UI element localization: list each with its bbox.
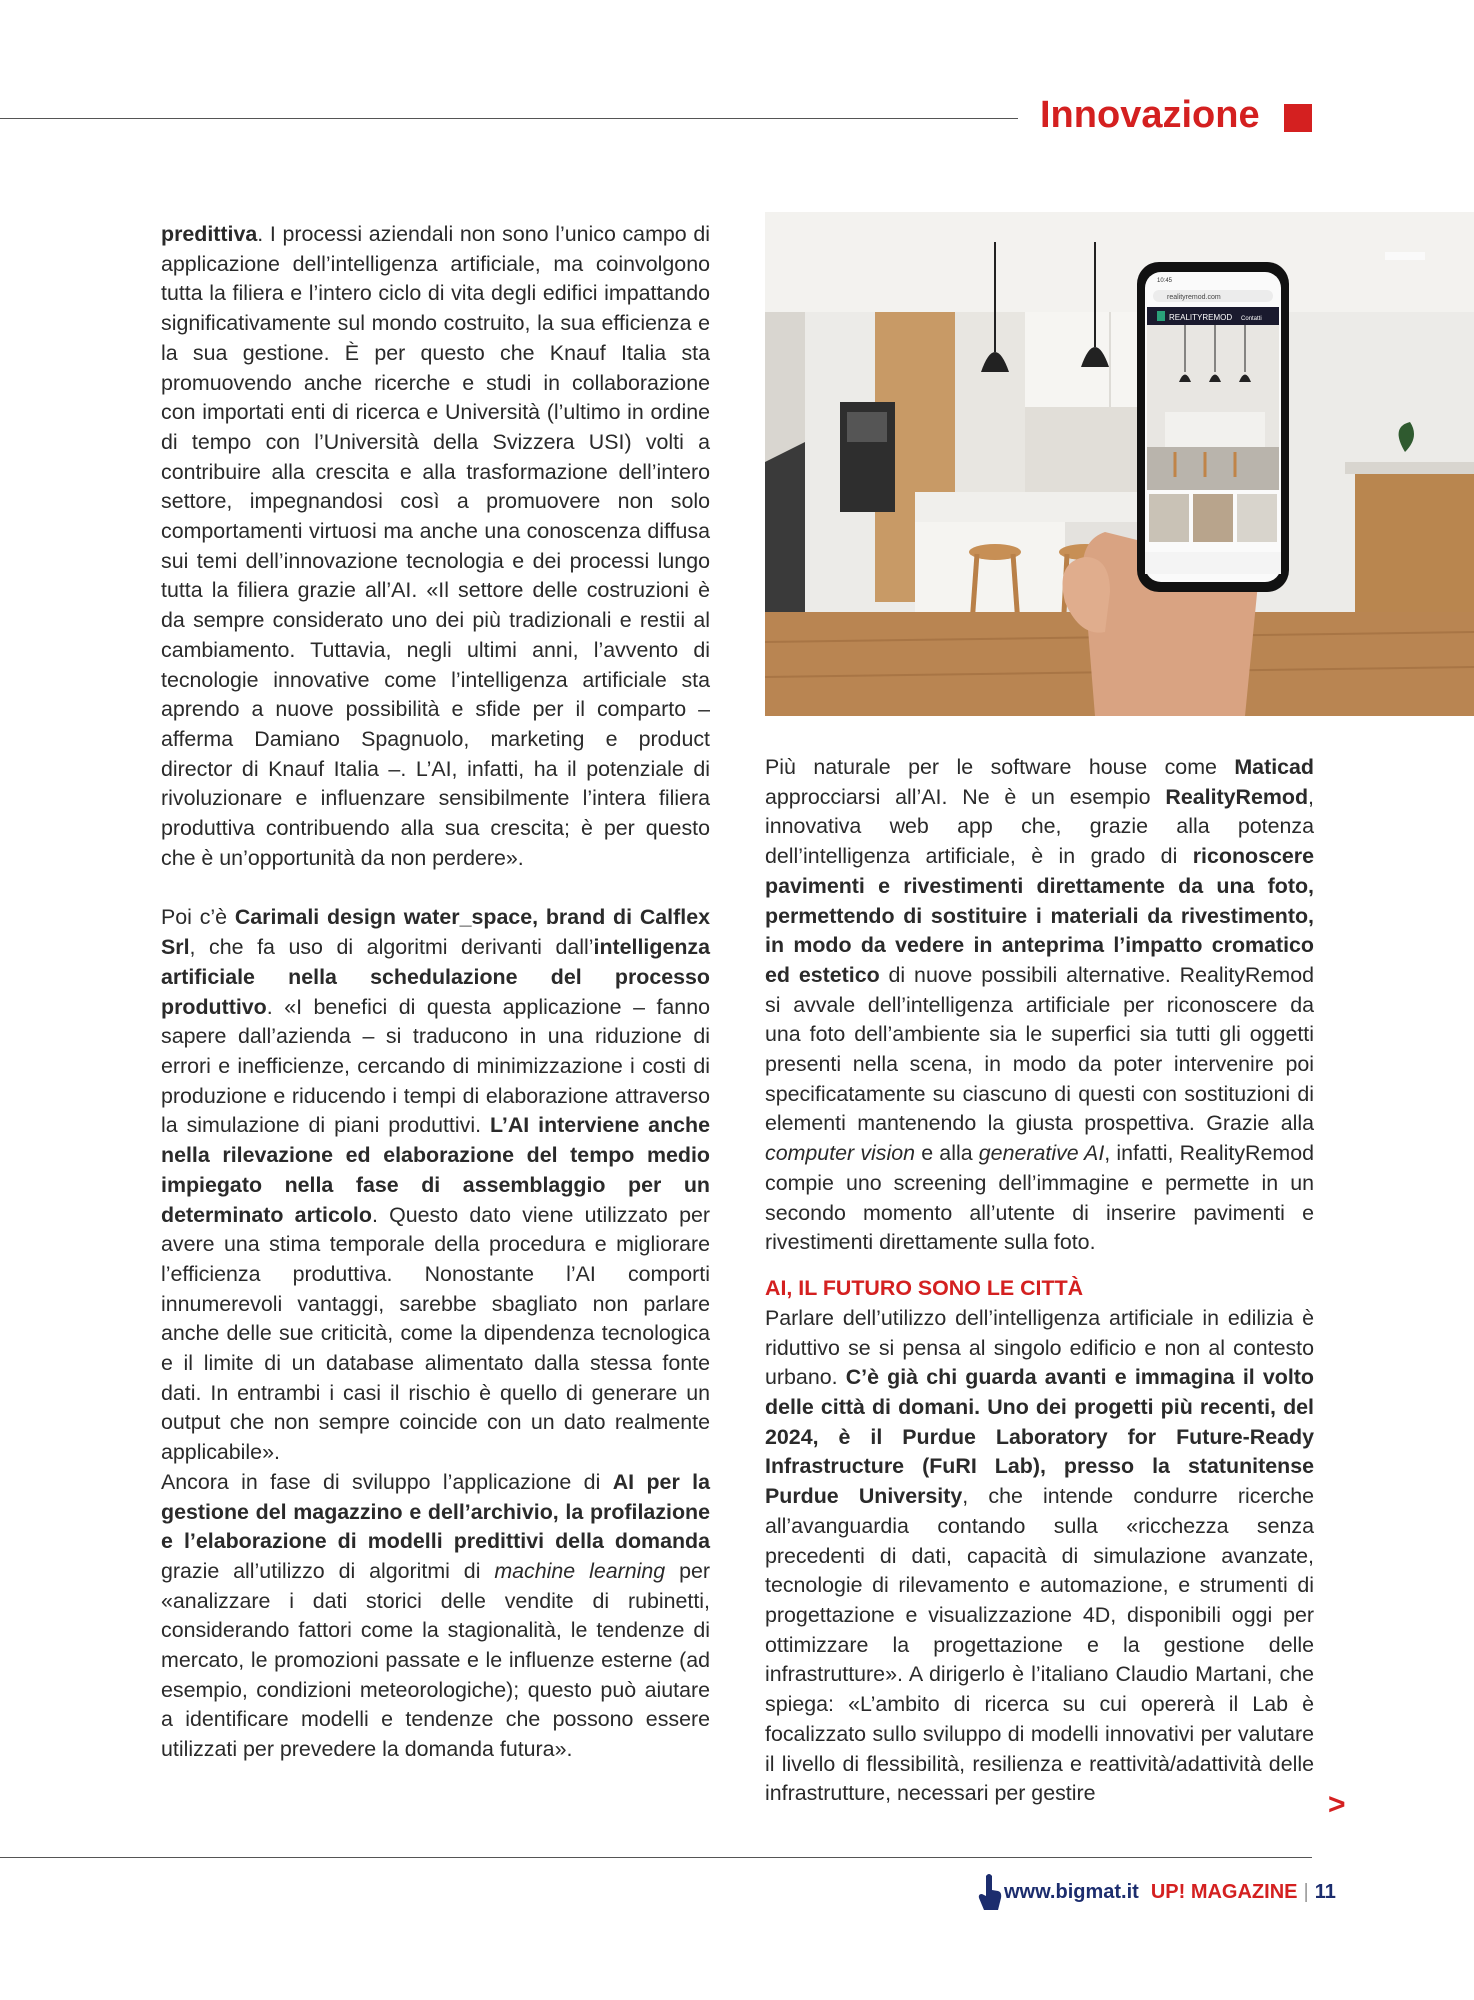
text-run: Più naturale per le software house come [765, 755, 1235, 779]
text-run: Poi c’è [161, 905, 235, 930]
text-run: Ancora in fase di sviluppo l’applicazione di [161, 1469, 613, 1494]
page-number: 11 [1314, 1880, 1336, 1903]
footer-separator: | [1303, 1880, 1309, 1903]
phone-url: realityremod.com [1167, 294, 1221, 301]
kitchen-phone-photo [765, 212, 1474, 716]
paragraph [765, 753, 1314, 1258]
magazine-name: UP! MAGAZINE [1150, 1880, 1298, 1903]
paragraph [161, 1468, 710, 1765]
text-run: grazie all’utilizzo di algoritmi di [161, 1558, 495, 1583]
right-column [765, 753, 1314, 1809]
text-run: per «analizzare i dati storici delle vendite di rubinetti, considerando fattori come la stagionalità, le tendenze di mercato, le promozioni passate e le influenze esterne (ad esempio, condizioni meteorologiche); questo può aiutare a identificare modelli e tendenze che possono essere utilizzati per prevedere la domanda futura». [161, 1558, 711, 1762]
phone-time: 10:45 [1157, 278, 1173, 284]
left-column [161, 220, 710, 1765]
section-square-icon [1284, 104, 1312, 132]
text-run: Carimali design water_space, brand di Calflex Srl [161, 905, 710, 960]
footer-rule [0, 1857, 1312, 1858]
text-run: , infatti, RealityRemod compie uno screening dell’immagine e permette in un secondo momento all’utente di inserire pavimenti e rivestimenti direttamente sulla foto. [765, 1141, 1314, 1255]
paragraph [161, 220, 710, 873]
text-run: , innovativa web app che, grazie alla potenza dell’intelligenza artificiale, è in grado di [765, 784, 1314, 869]
footer [976, 1872, 1336, 1912]
text-run: approcciarsi all’AI. Ne è un esempio [765, 784, 1166, 809]
text-run: computer vision [765, 1141, 916, 1166]
text-run: , che intende condurre ricerche all’avanguardia contando sulla «ricchezza senza precedenti di dati, capacità di simulazione avanzate, tecnologie di rilevamento e automazione, e strumenti di progettazione e visualizzazione 4D, disponibili oggi per ottimizzare la progettazione e la gestione delle infrastrutture». A dirigerlo è l’italiano Claudio Martani, che spiega: «L’ambito di ricerca su cui opererà il Lab è focalizzato sullo sviluppo di modelli innovativi per valutare il livello di flessibilità, resilienza e reattività/adattività delle infrastrutture, necessari per gestire [765, 1484, 1314, 1806]
text-run: , che fa uso di algoritmi derivanti dall’ [189, 935, 594, 960]
header-rule [0, 118, 1018, 119]
phone-menu: Contatti [1241, 316, 1262, 322]
text-run: AI per la gestione del magazzino e dell’archivio, la profilazione e l’elaborazione di modelli predittivi della domanda [161, 1469, 710, 1554]
text-run: di nuove possibili alternative. RealityRemod si avvale dell’intelligenza artificiale per riconoscere da una foto dell’ambiente sia le superfici sia tutti gli oggetti presenti nella scena, in modo da poter intervenire poi specificatamente su ciascuno di questi con sostituzioni di elementi mantenendo la giusta prospettiva. Grazie alla [765, 962, 1314, 1136]
text-run: Parlare dell’utilizzo dell’intelligenza artificiale in edilizia è riduttivo se si pensa al singolo edificio e non al contesto urbano. [765, 1305, 1314, 1390]
text-run: C’è già chi guarda avanti e immagina il volto delle città di domani. Uno dei progetti più recenti, del 2024, è il Purdue Laboratory for Future-Ready Infrastructure (FuRI Lab), presso la statunitense Purdue University [765, 1365, 1314, 1509]
phone-brand: REALITYREMOD [1169, 313, 1233, 322]
text-run: generative AI [978, 1141, 1105, 1166]
paragraph [161, 903, 710, 1467]
text-run: riconoscere pavimenti e rivestimenti direttamente da una foto, permettendo di sostituire i materiali da rivestimento, in modo da vedere in anteprima l’impatto cromatico ed estetico [765, 844, 1314, 987]
text-run: Maticad [1234, 755, 1314, 779]
text-run: . I processi aziendali non sono l’unico campo di applicazione dell’intelligenza artificiale, ma coinvolgono tutta la filiera e l’intero ciclo di vita degli edifici impattando significativamente sul mondo costruito, la sua efficienza e la sua gestione. È per questo che Knauf Italia sta promuovendo anche ricerche e studi in collaborazione con importati enti di ricerca e Università (l’ultimo in ordine di tempo con l’Università della Svizzera USI) volti a contribuire alla crescita e alla trasformazione dell’intero settore, impegnandosi così a promuovere non solo comportamenti virtuosi ma anche una conoscenza diffusa sui temi dell’innovazione tecnologia e dei processi lungo tutta la filiera grazie all’AI. «Il settore delle costruzioni è da sempre considerato uno dei più tradizionali e restii al cambiamento. Tuttavia, negli ultimi anni, l’avvento di tecnologie innovative come l’intelligenza artificiale sta aprendo a nuove possibilità e sfide per il comparto – afferma Damiano Spagnuolo, marketing e product director di Knauf Italia –. L’AI, infatti, ha il potenziale di rivoluzionare e influenzare sensibilmente l’intera filiera produttiva contribuendo alla sua crescita; è per questo che è un’opportunità da non perdere». [161, 222, 710, 870]
text-run: predittiva [161, 222, 258, 246]
text-run: RealityRemod [1165, 784, 1309, 809]
website-link[interactable]: www.bigmat.it [1004, 1880, 1139, 1903]
section-title: Innovazione [1040, 94, 1260, 136]
text-run: L’AI interviene anche nella rilevazione ed elaborazione del tempo medio impiegato nella fase di assemblaggio per un determinato articolo [161, 1113, 710, 1227]
subheading: AI, IL FUTURO SONO LE CITTÀ [765, 1275, 1084, 1300]
paragraph [765, 1304, 1314, 1809]
text-run: . «I benefici di questa applicazione – fanno sapere dall’azienda – si traducono in una riduzione di errori e inefficienze, cercando di minimizzazione i costi di produzione e riducendo i tempi di elaborazione attraverso la simulazione di piani produttivi. [161, 994, 710, 1138]
text-run: intelligenza artificiale nella schedulazione del processo produttivo [161, 935, 710, 1019]
continue-arrow-icon: > [1328, 1788, 1346, 1821]
text-run: e alla [915, 1141, 979, 1166]
text-run: machine learning [494, 1558, 666, 1583]
text-run: . Questo dato viene utilizzato per avere una stima temporale della procedura e migliorare l’efficienza produttiva. Nonostante l’AI comporti innumerevoli vantaggi, sarebbe sbagliato non parlare anche delle sue criticità, come la dipendenza tecnologica e il limite di un database alimentato dalla stessa fonte dati. In entrambi i casi il rischio è quello di generare un output che non sempre coincide con un dato realmente applicabile». [161, 1202, 710, 1465]
hand-pointer-icon [976, 1872, 1004, 1912]
